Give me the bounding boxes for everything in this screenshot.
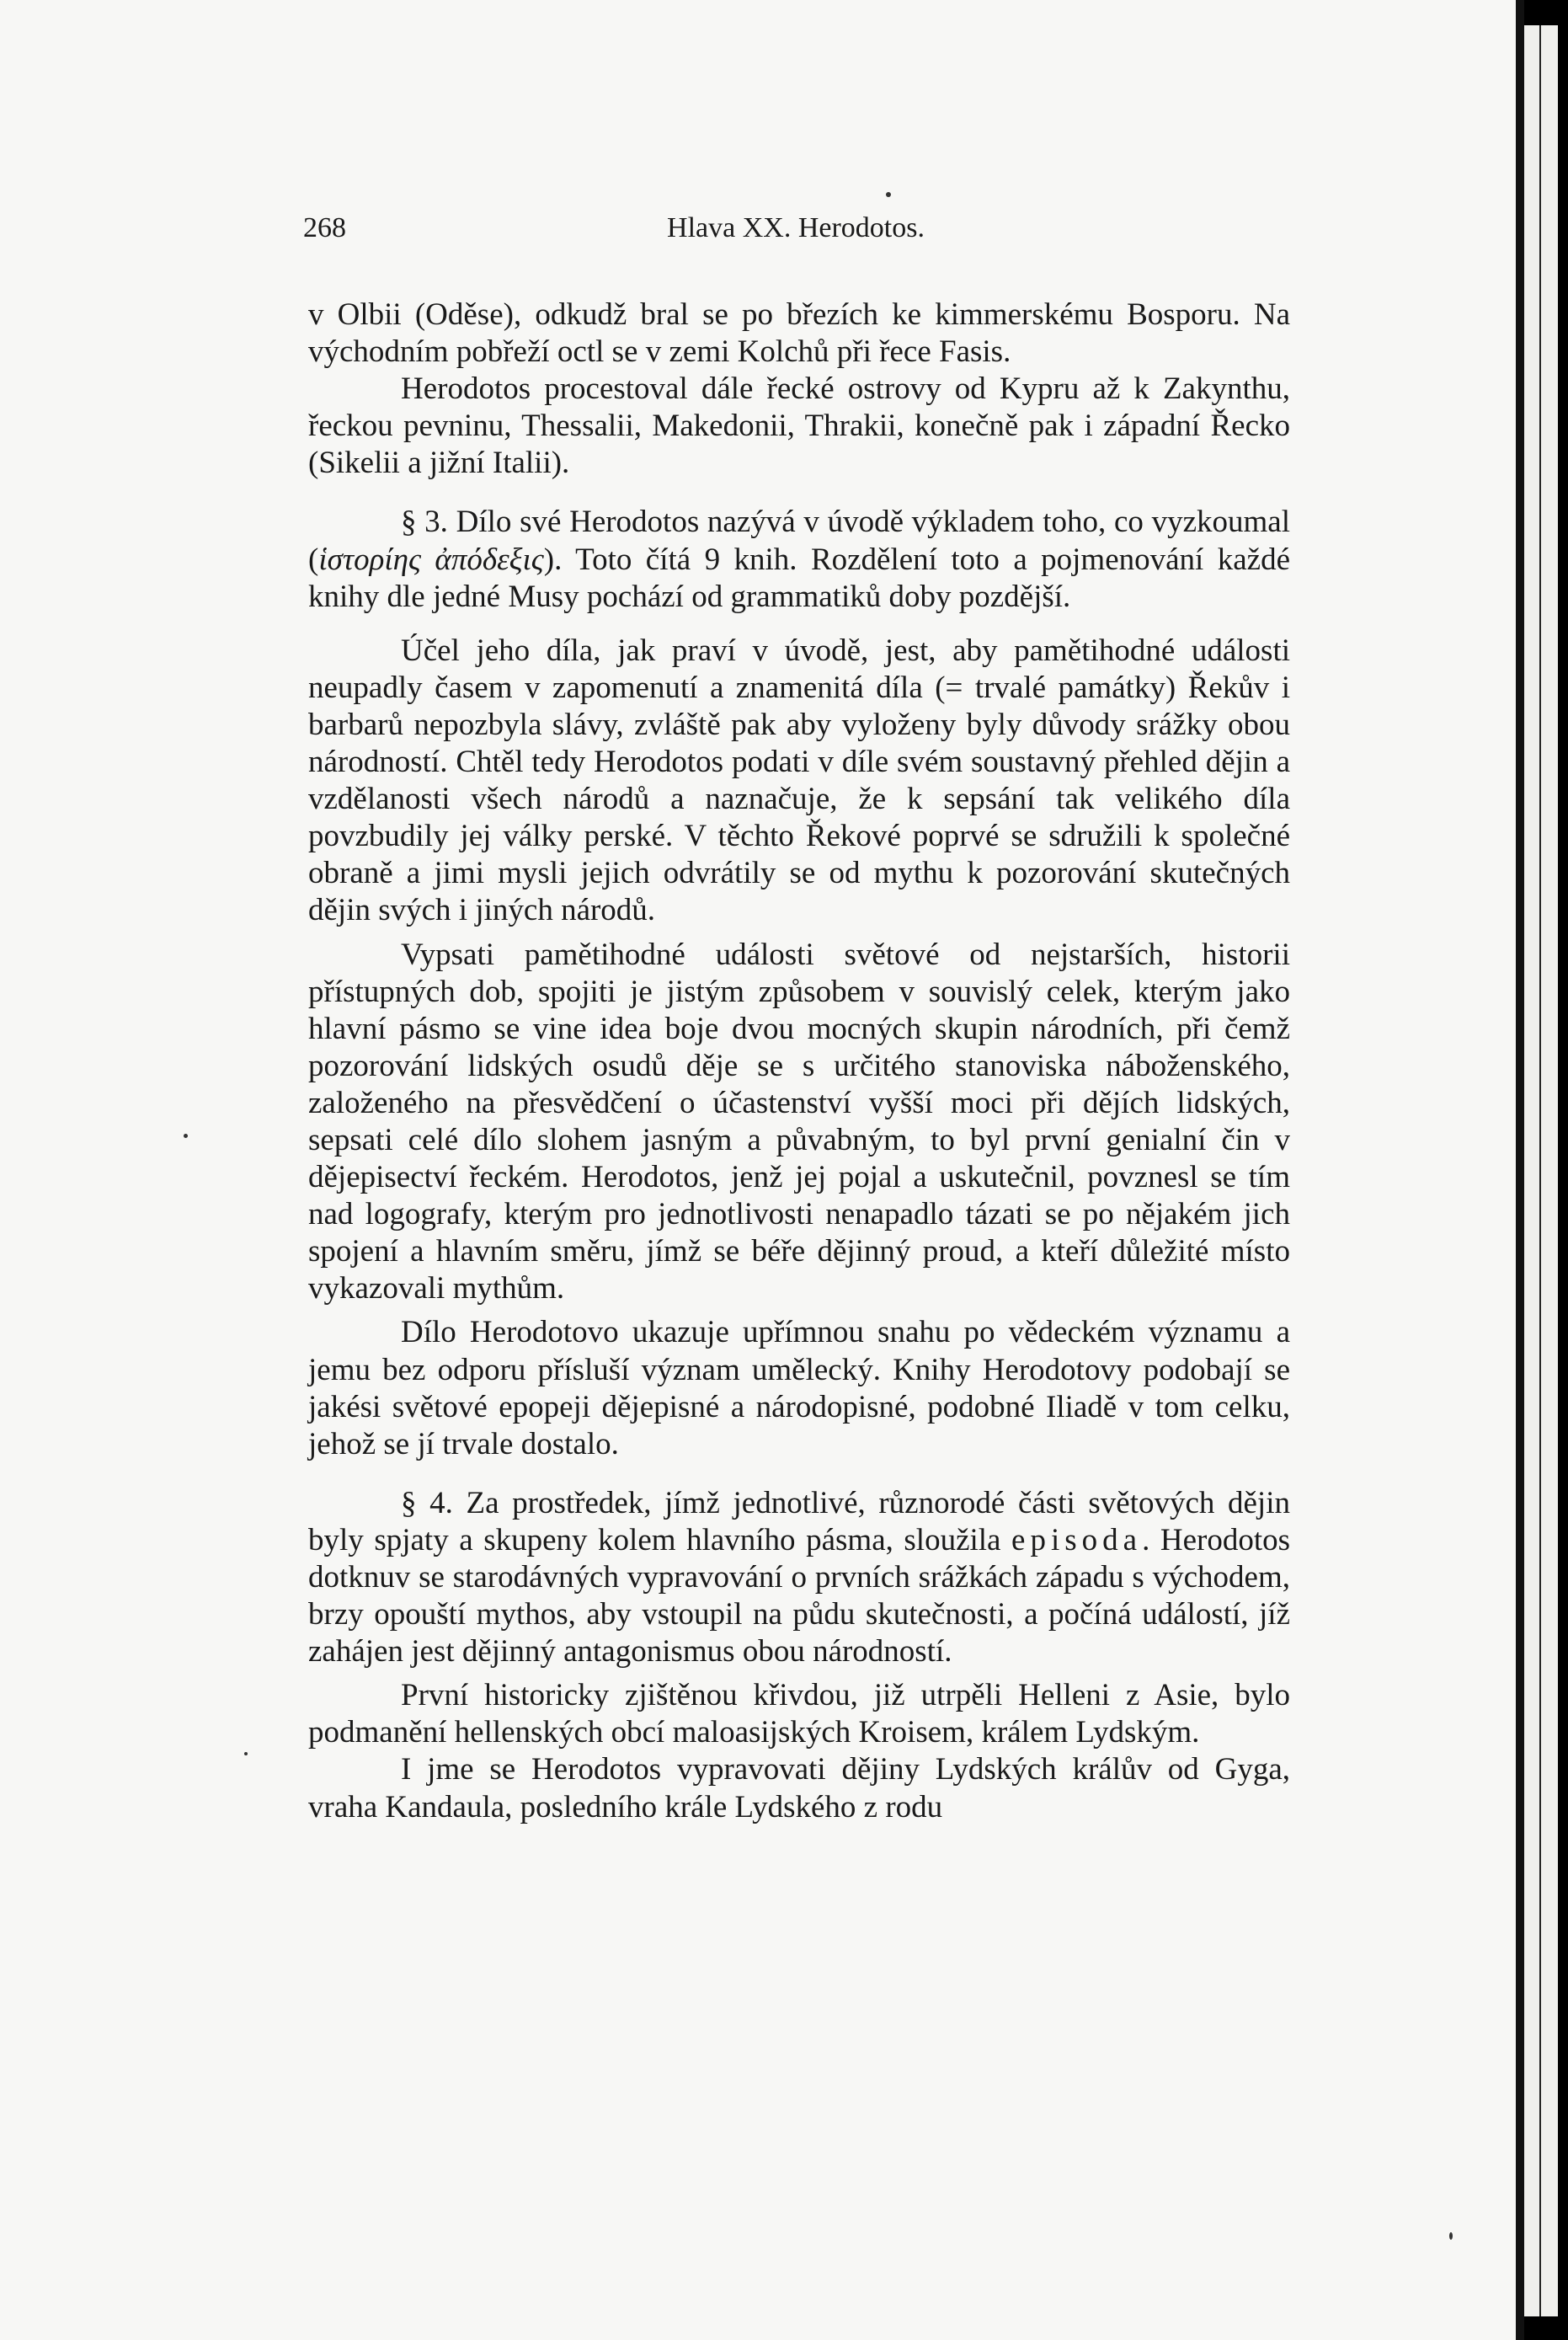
section-4-text-start: § 4. Za prostředek, jímž jednotlivé, různorodé části světových dějin byly spjaty a skupeny kolem hlavního pásma, sloužila — [308, 1485, 1290, 1557]
paragraph-lydian-kings: I jme se Herodotos vypravovati dějiny Lydských králův od Gyga, vraha Kandaula, posledního krále Lydského z rodu — [308, 1752, 1290, 1824]
section-4-text-end: . Herodotos dotknuv se starodávných vypravování o prvních srážkách západu s východem, brzy opouští mythos, aby vstoupil na půdu skutečnosti, a počíná událostí, jíž zahájen jest dějinný antagonismus obou národností. — [308, 1522, 1290, 1670]
section-3-text-start: § 3. Dílo své Herodotos nazývá v úvodě výkladem toho, co vyzkoumal ( — [308, 505, 1290, 577]
page-header — [303, 212, 1288, 254]
body-text — [308, 297, 1290, 1826]
scan-edge-shadow — [1516, 0, 1524, 2340]
paragraph-achievement: Vypsati pamětihodné události světové od nejstarších, historii přístupných dob, spojiti je jistým způsobem v souvislý celek, kterým jako hlavní pásmo se vine idea boje dvou mocných skupin národních, při čemž pozorování lidských osudů děje se s určitého stanoviska náboženského, založeného na přesvědčení o účastenství vyšší moci při dějích lidských, sepsati celé dílo slohem jasným a půvabným, to byl první genialní čin v dějepisectví řeckém. Herodotos, jenž jej pojal a uskutečnil, povznesl se tím nad logografy, kterým pro jednotlivosti nenapadlo tázati se po nějakém jich spojení a hlavním směru, jímž se béře dějinný proud, a kteří důležité místo vykazovali mythům. — [308, 937, 1290, 1306]
next-page-edge — [1524, 25, 1558, 2316]
paper-speck — [1449, 2232, 1453, 2240]
paper-speck — [244, 1752, 248, 1755]
paragraph-purpose: Účel jeho díla, jak praví v úvodě, jest, aby pamětihodné události neupadly časem v zapomenutí a znamenitá díla (= trvalé památky) Řekův i barbarů nepozbyla slávy, zvláště pak aby vyloženy byly důvody srážky obou národností. Chtěl tedy Herodotos podati v díle svém soustavný přehled dějin a vzdělanosti všech národů a naznačuje, že k sepsání tak velikého díla povzbudily jej války perské. V těchto Řekové poprvé se sdružili k společné obraně a jimi mysli jejich odvrátily se od mythu k pozorování skutečných dějin svých i jiných národů. — [308, 633, 1290, 928]
spaced-term: episoda — [1011, 1522, 1143, 1557]
page-edge-line — [1539, 25, 1541, 2316]
greek-phrase: ἱστορίης ἀπόδεξις — [318, 542, 544, 577]
paragraph-significance: Dílo Herodotovo ukazuje upřímnou snahu po vědeckém významu a jemu bez odporu přísluší význam umělecký. Knihy Herodotovy podobají se jakési světové epopeji dějepisné a národopisné, podobné Iliadě v tom celku, jehož se jí trvale dostalo. — [308, 1315, 1290, 1461]
paper-speck — [886, 192, 891, 197]
paper-speck — [184, 1134, 188, 1138]
page-number: 268 — [303, 212, 346, 243]
paragraph-travels: Herodotos procestoval dále řecké ostrovy od Kypru až k Zakynthu, řeckou pevninu, Thessalii, Makedonii, Thrakii, konečně pak i západní Řecko (Sikelii a jižní Italii). — [308, 371, 1290, 481]
paragraph-section-4 — [308, 1485, 1290, 1670]
running-head: Hlava XX. Herodotos. — [667, 212, 925, 243]
paragraph-first-injustice: První historicky zjištěnou křivdou, již utrpěli Helleni z Asie, bylo podmanění hellenských obcí maloasijských Kroisem, králem Lydským. — [308, 1678, 1290, 1750]
paragraph-continuation: v Olbii (Oděse), odkudž bral se po březích ke kimmerskému Bosporu. Na východním pobřeží octl se v zemi Kolchů při řece Fasis. — [308, 297, 1290, 370]
paragraph-section-3 — [308, 504, 1290, 615]
section-3-text-end: ). Toto čítá 9 knih. Rozdělení toto a pojmenování každé knihy dle jedné Musy pochází od grammatiků doby pozdější. — [308, 542, 1290, 614]
